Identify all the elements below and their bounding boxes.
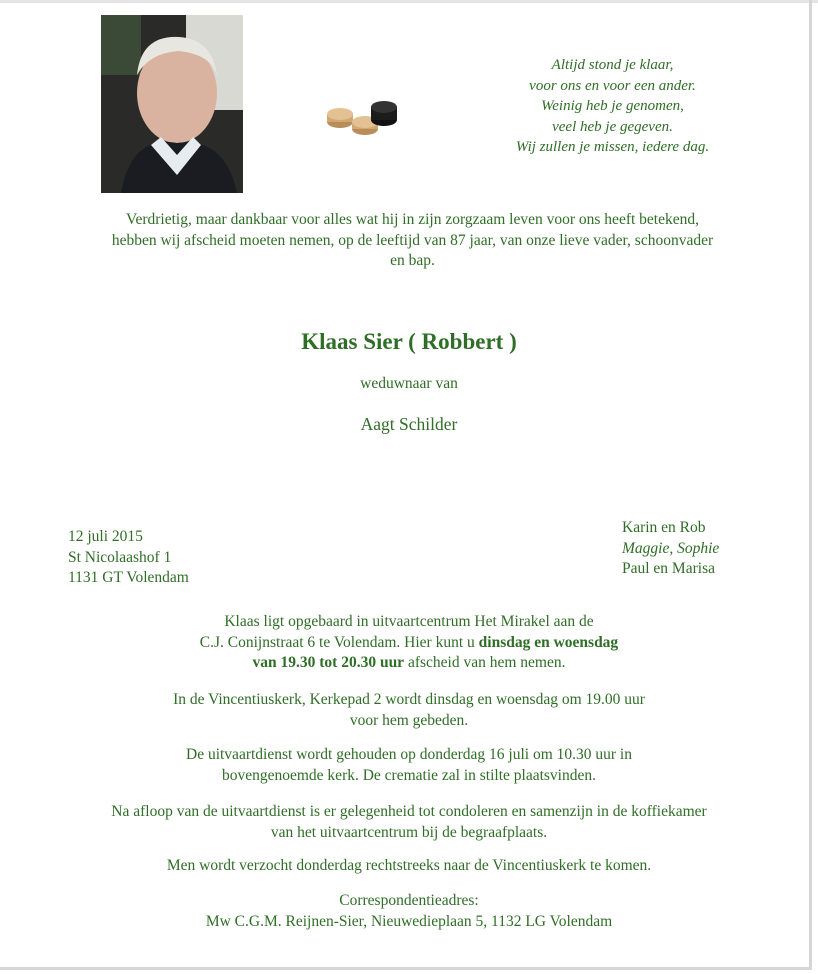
prayer-line: voor hem gebeden. xyxy=(349,711,469,729)
intro-line: en bap. xyxy=(390,252,435,269)
viewing-text: C.J. Conijnstraat 6 te Volendam. Hier kunt u xyxy=(199,633,479,651)
poem-line: voor ons en voor een ander. xyxy=(529,77,696,94)
family-block xyxy=(622,518,719,580)
spouse-name: Aagt Schilder xyxy=(360,414,458,434)
intro-line: hebben wij afscheid moeten nemen, op de leeftijd van 87 jaar, van onze lieve vader, schoonvader xyxy=(111,231,714,249)
date-address-block xyxy=(68,527,189,589)
correspondence-label: Correspondentieadres: xyxy=(339,892,479,909)
deceased-name: Klaas Sier ( Robbert ) xyxy=(301,329,517,354)
family-line: Paul en Marisa xyxy=(622,560,715,577)
prayer-line: In de Vincentiuskerk, Kerkepad 2 wordt dinsdag en woensdag om 19.00 uur xyxy=(173,691,645,708)
condolence-paragraph xyxy=(40,802,778,843)
viewing-paragraph xyxy=(40,612,778,674)
poem-line: Weinig heb je genomen, xyxy=(541,98,684,114)
street: St Nicolaashof 1 xyxy=(68,548,172,566)
intro-line: Verdrietig, maar dankbaar voor alles wat hij in zijn zorgzaam leven voor ons heeft betekend, xyxy=(125,211,699,228)
date: 12 juli 2015 xyxy=(68,528,143,545)
viewing-days: dinsdag en woensdag xyxy=(478,633,619,651)
poem xyxy=(470,55,755,158)
viewing-hours: van 19.30 tot 20.30 uur xyxy=(252,654,405,671)
intro-text xyxy=(60,210,765,272)
correspondence-address: Mw C.G.M. Reijnen-Sier, Nieuwedieplaan 5, 1132 LG Volendam xyxy=(205,912,613,930)
poem-line: Altijd stond je klaar, xyxy=(551,57,674,73)
portrait-photo xyxy=(101,15,243,193)
family-line: Karin en Rob xyxy=(622,519,706,536)
widower-label: weduwnaar van xyxy=(360,375,458,392)
viewing-line xyxy=(40,653,778,674)
request-line: Men wordt verzocht donderdag rechtstreeks naar de Vincentiuskerk te komen. xyxy=(166,857,652,874)
condolence-line: Na afloop van de uitvaartdienst is er gelegenheid tot condoleren en samenzijn in de koffiekamer xyxy=(111,803,707,820)
request-paragraph xyxy=(40,856,778,877)
viewing-text: afscheid van hem nemen. xyxy=(404,654,566,671)
checkers-pieces-image xyxy=(322,98,402,138)
correspondence-block xyxy=(40,891,778,932)
postal-city: 1131 GT Volendam xyxy=(68,569,189,586)
grandchildren-line: Maggie, Sophie xyxy=(622,539,720,557)
viewing-line: Klaas ligt opgebaard in uitvaartcentrum Het Mirakel aan de xyxy=(224,613,594,630)
condolence-line: van het uitvaartcentrum bij de begraafplaats. xyxy=(270,823,548,841)
viewing-line xyxy=(40,633,778,654)
service-paragraph xyxy=(40,745,778,786)
poem-line: veel heb je gegeven. xyxy=(552,118,673,135)
service-line: De uitvaartdienst wordt gehouden op donderdag 16 juli om 10.30 uur in xyxy=(186,746,632,763)
poem-line: Wij zullen je missen, iedere dag. xyxy=(515,139,710,155)
prayer-paragraph xyxy=(40,690,778,731)
service-line: bovengenoemde kerk. De crematie zal in stilte plaatsvinden. xyxy=(221,766,596,784)
